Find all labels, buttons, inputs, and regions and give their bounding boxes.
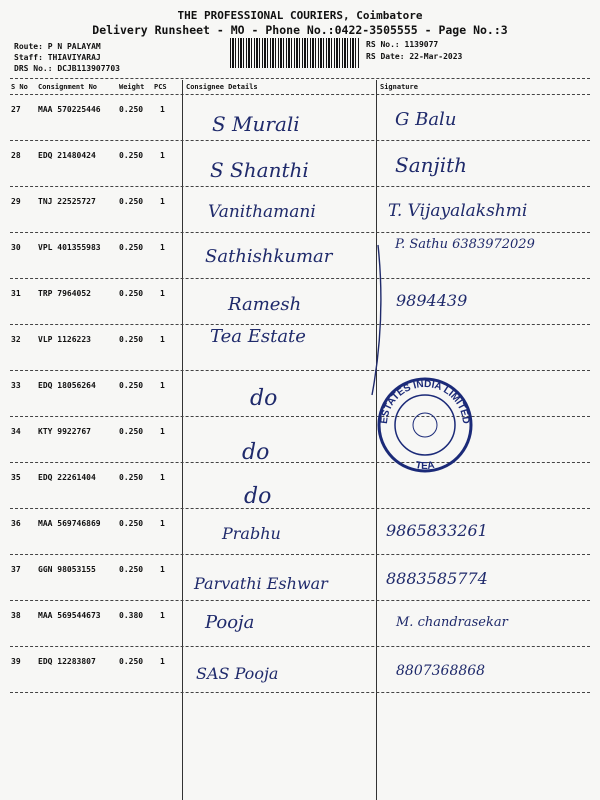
row-consignment-no: VLP 1126223 <box>38 335 91 344</box>
rs-number: RS No.: 1139077 <box>366 40 439 49</box>
row-sno: 32 <box>11 335 21 344</box>
row-consignee-handwritten: Ramesh <box>228 294 302 315</box>
rs-date: RS Date: 22-Mar-2023 <box>366 52 463 61</box>
row-consignment-no: VPL 401355983 <box>38 243 101 252</box>
row-consignment-no: TNJ 22525727 <box>38 197 96 206</box>
runsheet-subtitle: Delivery Runsheet - MO - Phone No.:0422-3505555 - Page No.:3 <box>92 23 508 37</box>
row-consignee-handwritten: do <box>242 440 270 465</box>
row-sno: 31 <box>11 289 21 298</box>
row-signature-handwritten: 9894439 <box>396 291 468 310</box>
row-pcs: 1 <box>160 473 165 482</box>
row-weight: 0.250 <box>119 427 144 436</box>
row-weight: 0.250 <box>119 473 144 482</box>
col-sno: S No <box>11 83 28 91</box>
row-signature-handwritten: 8883585774 <box>386 569 488 588</box>
row-weight: 0.380 <box>119 611 144 620</box>
row-weight: 0.250 <box>119 197 144 206</box>
row-consignment-no: KTY 9922767 <box>38 427 91 436</box>
row-sno: 35 <box>11 473 21 482</box>
row-signature-handwritten: G Balu <box>395 109 457 130</box>
row-consignment-no: TRP 7964052 <box>38 289 91 298</box>
row-consignee-handwritten: Pooja <box>205 612 255 633</box>
company-title: THE PROFESSIONAL COURIERS, Coimbatore <box>177 9 423 22</box>
row-signature-handwritten: P. Sathu 6383972029 <box>395 237 535 252</box>
row-consignment-no: EDQ 12283807 <box>38 657 96 666</box>
row-consignee-handwritten: Vanithamani <box>208 202 316 222</box>
row-weight: 0.250 <box>119 657 144 666</box>
row-signature-handwritten: Sanjith <box>395 153 468 177</box>
row-pcs: 1 <box>160 289 165 298</box>
row-consignee-handwritten: Parvathi Eshwar <box>194 574 328 593</box>
signature-stroke <box>372 245 381 395</box>
row-weight: 0.250 <box>119 335 144 344</box>
row-pcs: 1 <box>160 381 165 390</box>
drs-number: DRS No.: DCJB113907703 <box>14 64 120 73</box>
row-weight: 0.250 <box>119 243 144 252</box>
row-sno: 30 <box>11 243 21 252</box>
row-sno: 36 <box>11 519 21 528</box>
row-signature-handwritten: 8807368868 <box>396 663 486 679</box>
row-pcs: 1 <box>160 611 165 620</box>
row-signature-handwritten: M. chandrasekar <box>396 615 508 630</box>
row-signature-handwritten: T. Vijayalakshmi <box>388 201 528 221</box>
svg-text:ESTATES INDIA LIMITED: ESTATES INDIA LIMITED <box>378 378 472 425</box>
col-signature: Signature <box>380 83 418 91</box>
row-sno: 33 <box>11 381 21 390</box>
row-sno: 29 <box>11 197 21 206</box>
company-stamp <box>379 379 471 472</box>
row-signature-handwritten: 9865833261 <box>386 521 488 540</box>
row-consignee-handwritten: Tea Estate <box>210 326 306 347</box>
row-consignee-handwritten: S Shanthi <box>210 158 309 182</box>
row-pcs: 1 <box>160 427 165 436</box>
row-pcs: 1 <box>160 565 165 574</box>
row-consignment-no: EDQ 18056264 <box>38 381 96 390</box>
row-pcs: 1 <box>160 519 165 528</box>
row-pcs: 1 <box>160 243 165 252</box>
row-consignee-handwritten: SAS Pooja <box>196 664 279 683</box>
row-pcs: 1 <box>160 151 165 160</box>
row-consignment-no: EDQ 22261404 <box>38 473 96 482</box>
col-pcs: PCS <box>154 83 167 91</box>
route-label: Route: P N PALAYAM <box>14 42 101 51</box>
row-sno: 34 <box>11 427 21 436</box>
row-consignee-handwritten: S Murali <box>212 112 300 136</box>
row-weight: 0.250 <box>119 105 144 114</box>
row-sno: 39 <box>11 657 21 666</box>
col-consignment: Consignment No <box>38 83 98 91</box>
row-pcs: 1 <box>160 657 165 666</box>
row-consignment-no: MAA 569746869 <box>38 519 101 528</box>
row-consignee-handwritten: do <box>250 386 278 411</box>
row-weight: 0.250 <box>119 381 144 390</box>
row-consignee-handwritten: Sathishkumar <box>205 246 333 267</box>
row-weight: 0.250 <box>119 151 144 160</box>
svg-text:TEA: TEA <box>414 459 436 473</box>
row-sno: 28 <box>11 151 21 160</box>
row-consignment-no: GGN 98053155 <box>38 565 96 574</box>
row-pcs: 1 <box>160 105 165 114</box>
row-pcs: 1 <box>160 335 165 344</box>
staff-label: Staff: THIAVIYARAJ <box>14 53 101 62</box>
row-weight: 0.250 <box>119 565 144 574</box>
row-consignment-no: EDQ 21480424 <box>38 151 96 160</box>
row-weight: 0.250 <box>119 289 144 298</box>
col-consignee: Consignee Details <box>186 83 258 91</box>
row-consignment-no: MAA 569544673 <box>38 611 101 620</box>
row-weight: 0.250 <box>119 519 144 528</box>
col-weight: Weight <box>119 83 145 91</box>
row-consignee-handwritten: Prabhu <box>222 524 281 543</box>
row-sno: 38 <box>11 611 21 620</box>
row-sno: 37 <box>11 565 21 574</box>
row-sno: 27 <box>11 105 21 114</box>
row-consignee-handwritten: do <box>244 484 272 509</box>
row-consignment-no: MAA 570225446 <box>38 105 101 114</box>
row-pcs: 1 <box>160 197 165 206</box>
